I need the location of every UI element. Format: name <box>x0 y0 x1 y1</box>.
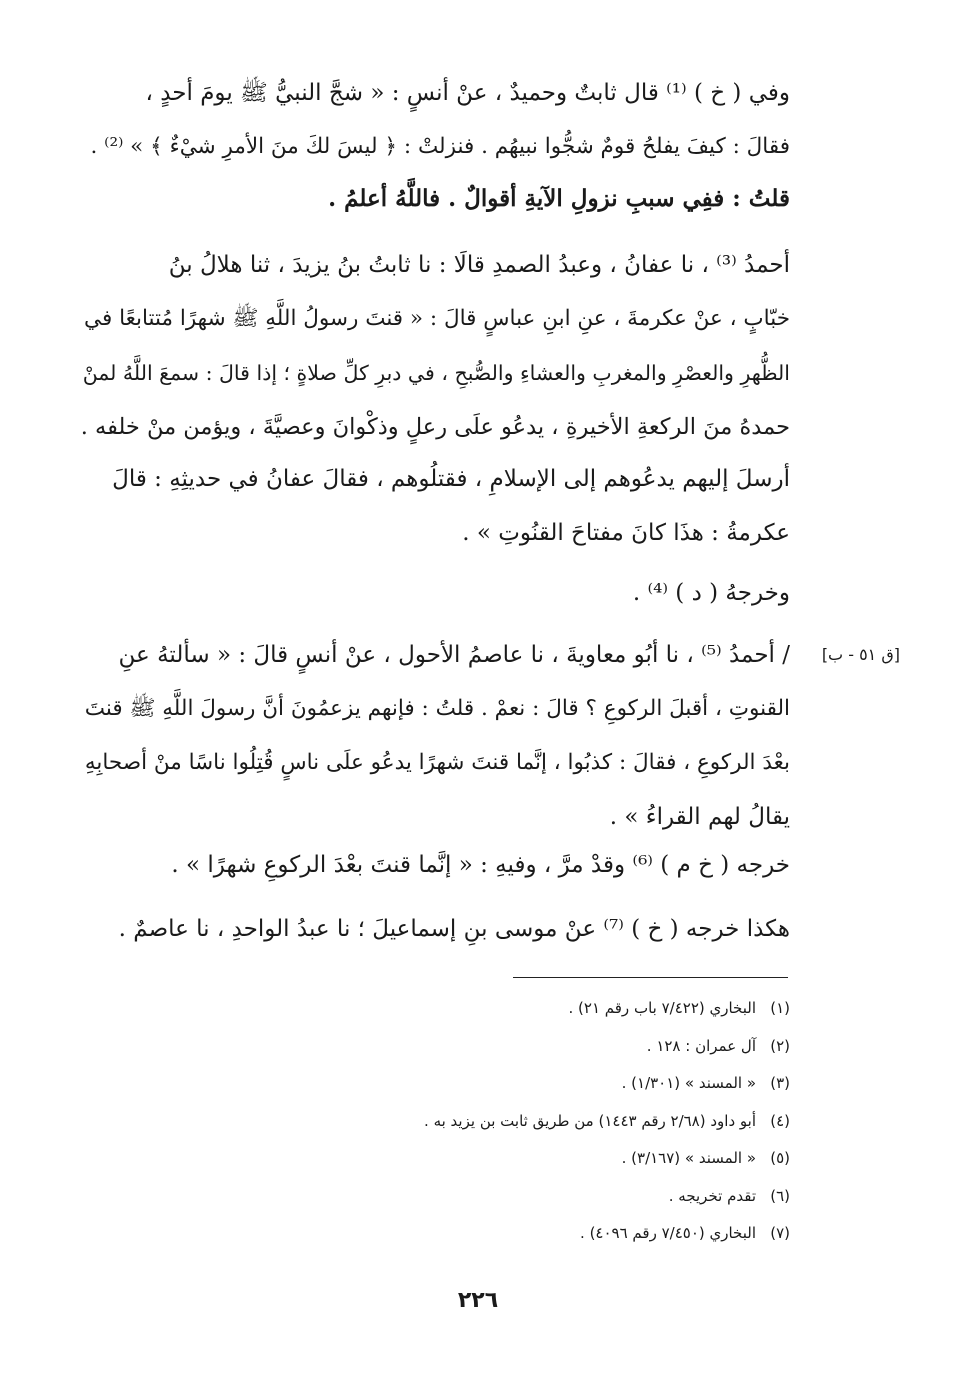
footnote-item <box>300 990 790 1028</box>
paragraph-khalq-uhud <box>80 66 790 174</box>
manuscript-folio-marker: [ق ٥١ - ب] <box>821 645 900 664</box>
text-line: قلتُ : ففِي سببِ نزولِ الآيةِ أقوالٌ . فاللَّهُ أعلمُ . <box>328 185 790 212</box>
footnote-item <box>300 1178 790 1216</box>
footnote-number: (١) <box>770 999 790 1017</box>
text-line: حمدهُ منَ الركعةِ الأخيرةِ ، يدعُو علَى رعلٍ وذكْوانَ وعصيَّةَ ، ويؤمن منْ خلفه . <box>80 414 790 440</box>
footnote-number: (٤) <box>770 1111 790 1130</box>
footnote-separator <box>513 977 788 978</box>
paragraph-takhrij-dawud <box>80 566 790 620</box>
text-line: / أحمدُ ⁽⁵⁾ ، نا أبُو معاويةَ ، نا عاصمُ الأحول ، عنْ أنسٍ قالَ : « سألتهُ عنِ <box>118 642 790 668</box>
text-line: أرسلَ إليهم يدعُوهم إلى الإسلامِ ، فقتلُوهم ، فقالَ عفانُ في حديثِهِ : قالَ <box>112 466 790 492</box>
text-line: الظُّهرِ والعصْرِ والمغربِ والعشاءِ والصُّبحِ ، في دبرِ كلِّ صلاةٍ ؛ إذا قالَ : سمعَ اللَّهُ لمنْ <box>82 361 790 385</box>
footnote-text: آل عمران : ١٢٨ . <box>646 1036 756 1055</box>
footnote-text: « المسند » (٣/١٦٧) . <box>621 1149 756 1167</box>
footnote-number: (٢) <box>770 1036 790 1055</box>
page-number: ٢٢٦ <box>457 1288 499 1313</box>
text-line: وخرجهُ ( د ) ⁽⁴⁾ . <box>632 580 790 606</box>
footnote-text: البخاري (٧/٤٥٠ رقم ٤٠٩٦) . <box>580 1224 756 1242</box>
paragraph-ahmad-anas <box>80 628 790 844</box>
footnotes-list <box>300 990 790 1253</box>
footnote-text: البخاري (٧/٤٢٢ باب رقم ٢١) . <box>568 999 756 1017</box>
footnote-number: (٦) <box>770 1186 790 1205</box>
footnote-item <box>300 1140 790 1178</box>
text-line: عكرمةُ : هذَا كانَ مفتاحَ القنُوتِ » . <box>462 520 790 546</box>
footnote-number: (٧) <box>770 1224 790 1242</box>
footnote-item <box>300 1065 790 1103</box>
text-line: هكذا خرجه ( خ ) ⁽⁷⁾ عنْ موسى بنِ إسماعيلَ ؛ نا عبدُ الواحدِ ، نا عاصمٌ . <box>118 916 790 942</box>
footnote-item <box>300 1103 790 1141</box>
paragraph-takhrij-bukhari-muslim <box>80 838 790 892</box>
footnote-text: أبو داود (٢/٦٨ رقم ١٤٤٣) من طريق ثابت بن يزيد به . <box>424 1111 756 1130</box>
text-line: وفي ( خ ) ⁽¹⁾ قال ثابتٌ وحميدٌ ، عنْ أنسٍ : « شجَّ النبيُّ ﷺ يومَ أحدٍ ، <box>145 80 790 106</box>
footnote-text: « المسند » (١/٣٠١) . <box>621 1074 756 1092</box>
text-line: خبّابٍ ، عنْ عكرمةَ ، عنِ ابنِ عباسٍ قالَ : « قنتَ رسولُ اللَّهِ ﷺ شهرًا مُتتابعًا في <box>84 306 790 331</box>
paragraph-ahmad-hadith <box>80 238 790 454</box>
paragraph-author-comment <box>80 172 790 226</box>
text-line: القنوتِ ، أقبلَ الركوعِ ؟ قالَ : نعمْ . قلتُ : فإنهم يزعمُونَ أنَّ رسولَ اللَّهِ ﷺ قنتَ <box>84 696 790 721</box>
text-line: يقالُ لهم القراءُ » . <box>609 804 790 830</box>
text-line: خرجه ( خ م ) ⁽⁶⁾ وقدْ مرَّ ، وفيهِ : « إنَّما قنتَ بعْدَ الركوعِ شهرًا » . <box>171 852 790 878</box>
paragraph-continuation <box>80 452 790 560</box>
text-line: أحمدُ ⁽³⁾ ، نا عفانُ ، وعبدُ الصمدِ قالَا : نا ثابتُ بنُ يزيدَ ، ثنا هلالُ بنُ <box>168 252 790 278</box>
footnote-item <box>300 1215 790 1253</box>
footnote-text: تقدم تخريجه . <box>668 1186 756 1205</box>
paragraph-takhrij-bukhari <box>80 902 790 956</box>
footnote-number: (٣) <box>770 1074 790 1092</box>
footnote-item <box>300 1028 790 1066</box>
text-line: فقالَ : كيفَ يفلحُ قومٌ شجُّوا نبيهُم . فنزلتْ : ﴿ ليسَ لكَ منَ الأمرِ شيْءٌ ﴾ » ⁽²⁾ . <box>90 134 790 159</box>
text-line: بعْدَ الركوعِ ، فقالَ : كذبُوا ، إنَّما قنتَ شهرًا يدعُو علَى ناسٍ قُتِلُوا ناسًا منْ أصحابِهِ <box>84 750 790 775</box>
footnote-number: (٥) <box>770 1149 790 1167</box>
